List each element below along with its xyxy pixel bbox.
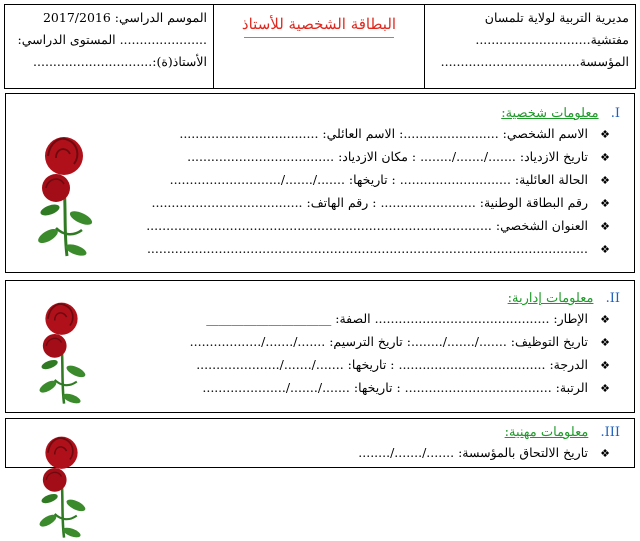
- field-text: تاريخ الازدياد: ......./......./........ : مكان الازدياد: .....................................: [187, 149, 588, 164]
- four-diamond-bullet-icon: ❖: [600, 128, 610, 141]
- four-diamond-bullet-icon: ❖: [600, 313, 610, 326]
- red-rose-image: [34, 295, 89, 407]
- level-line: ...................... المستوى الدراسي:: [17, 32, 207, 47]
- field-row: [146, 145, 610, 168]
- section-title: معلومات شخصية:: [501, 106, 599, 121]
- field-row: [358, 441, 610, 464]
- section-number: III.: [600, 425, 620, 440]
- directorate-line: مديرية التربية لولاية تلمسان: [484, 10, 629, 25]
- four-diamond-bullet-icon: ❖: [600, 220, 610, 233]
- institution-line: المؤسسة...................................: [440, 54, 629, 69]
- field-row: [146, 191, 610, 214]
- header-directorate-cell: [425, 5, 635, 88]
- title-underline: [244, 37, 394, 38]
- section-professional-info: [5, 418, 635, 468]
- four-diamond-bullet-icon: ❖: [600, 447, 610, 460]
- four-diamond-bullet-icon: ❖: [600, 243, 610, 256]
- section-heading: [505, 425, 620, 440]
- four-diamond-bullet-icon: ❖: [600, 197, 610, 210]
- field-list: [190, 307, 610, 399]
- field-text: ...............................................................................................................: [146, 241, 588, 256]
- red-rose-image: [34, 429, 89, 541]
- field-text: الرتبة: ..................................... : تاريخها: ......./......./.....................: [202, 380, 588, 395]
- section-personal-info: [5, 93, 635, 273]
- field-row: [146, 214, 610, 237]
- field-text: الحالة العائلية: ............................ : تاريخها: ......./......./............................: [169, 172, 588, 187]
- field-text: العنوان الشخصي: .......................................................................................: [146, 218, 588, 233]
- red-rose-image: [34, 128, 94, 260]
- field-row: [190, 353, 610, 376]
- field-text: رقم البطاقة الوطنية: ........................ : رقم الهاتف: ......................................: [151, 195, 588, 210]
- field-row: [190, 330, 610, 353]
- section-title: معلومات مهنية:: [504, 425, 589, 440]
- field-text: الاسم الشخصي: ........................: الاسم العائلي: ...................................: [179, 126, 588, 141]
- field-row: [146, 122, 610, 145]
- field-text: الدرجة: ..................................... : تاريخها: ......./......./.....................: [196, 357, 588, 372]
- four-diamond-bullet-icon: ❖: [600, 174, 610, 187]
- teacher-line: الأستاذ(ة):..............................: [33, 54, 207, 69]
- field-row: [190, 376, 610, 399]
- field-text: تاريخ الالتحاق بالمؤسسة: ......./......./........: [358, 445, 588, 460]
- header-school-year-cell: [5, 5, 214, 88]
- field-text: تاريخ التوظيف: ......./......./........: تاريخ الترسيم: ......./......./..................: [189, 334, 588, 349]
- field-row: [146, 168, 610, 191]
- field-text: الإطار: ............................................ الصفة: ____________________: [206, 311, 588, 326]
- header-table: [4, 4, 636, 89]
- header-title-cell: [214, 5, 425, 88]
- field-list: [358, 441, 610, 464]
- section-number: II.: [605, 291, 620, 306]
- field-row: [190, 307, 610, 330]
- section-number: I.: [610, 106, 620, 121]
- field-list: [146, 122, 610, 260]
- four-diamond-bullet-icon: ❖: [600, 151, 610, 164]
- section-heading: [508, 291, 620, 306]
- section-title: معلومات إدارية:: [507, 291, 594, 306]
- school-year-line: الموسم الدراسي: 2017/2016: [42, 10, 207, 25]
- page-title: البطاقة الشخصية للأستاذ: [241, 15, 397, 33]
- inspectorate-line: مفتشية.............................: [475, 32, 629, 47]
- four-diamond-bullet-icon: ❖: [600, 336, 610, 349]
- four-diamond-bullet-icon: ❖: [600, 359, 610, 372]
- field-row: [146, 237, 610, 260]
- four-diamond-bullet-icon: ❖: [600, 382, 610, 395]
- section-administrative-info: [5, 280, 635, 413]
- section-heading: [501, 106, 620, 121]
